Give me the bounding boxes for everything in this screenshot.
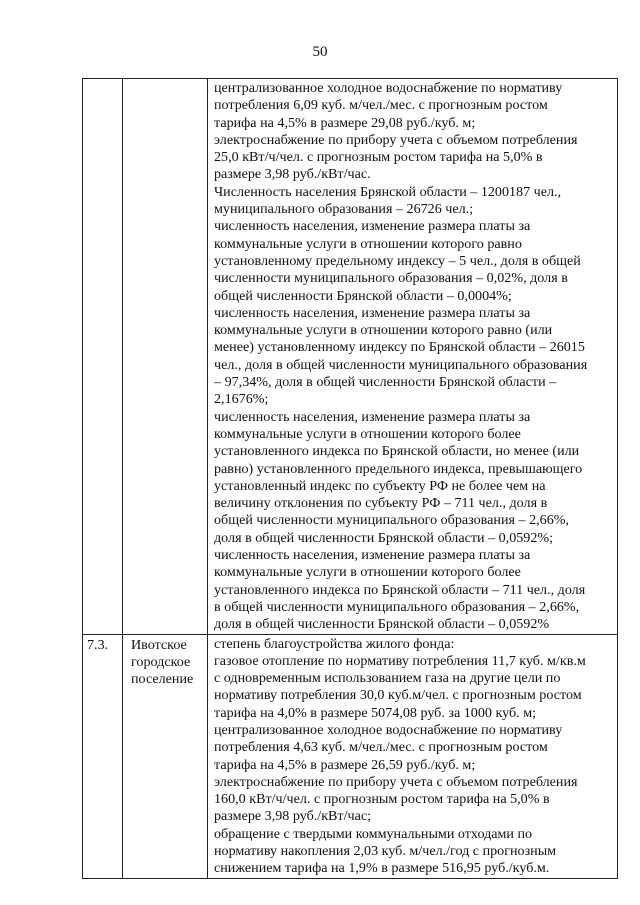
text-line: Ивотское [131,636,187,653]
text-line: степень благоустройства жилого фонда: [214,635,455,652]
text-line: с одновременным использованием газа на другие цели по [214,670,561,687]
text-line: нормативу потребления 30,0 куб.м/чел. с прогнозным ростом [214,687,582,704]
text-line: электроснабжение по прибору учета с объемом потребления [214,131,578,148]
text-line: 160,0 кВт/ч/чел. с прогнозным ростом тарифа на 5,0% в [214,791,550,808]
table-row [83,79,618,635]
table-row [83,634,618,878]
description-text [208,79,617,634]
text-line: централизованное холодное водоснабжение по нормативу [214,721,563,738]
municipality-table [82,78,618,879]
text-line: общей численности Брянской области – 0,0004%; [214,287,512,304]
text-line: тарифа на 4,0% в размере 5074,08 руб. за 1000 куб. м; [214,704,537,721]
text-line: численность населения, изменение размера платы за [214,408,531,425]
description-cell [208,634,618,878]
municipality-name [123,635,207,689]
row-number [83,79,122,81]
row-number-cell [83,79,123,635]
text-line: централизованное холодное водоснабжение по нормативу [214,80,563,96]
text-line: коммунальные услуги в отношении которого равно [214,235,522,252]
text-line: нормативу накопления 2,03 куб. м/чел./год с прогнозным [214,843,557,860]
text-line: размере 3,98 руб./кВт/час; [214,808,372,825]
description-text [208,635,617,878]
text-line: Численность населения Брянской области – 1200187 чел., [214,183,562,200]
text-line: равно) установленного предельного индекса, превышающего [214,460,583,477]
text-line: 2,1676%; [214,391,269,408]
text-line: в общей численности муниципального образования – 2,66%, [214,598,580,615]
text-line: коммунальные услуги в отношении которого более [214,564,521,581]
text-line: снижением тарифа на 1,9% в размере 516,95 руб./куб.м. [214,860,550,877]
description-cell [208,79,618,635]
municipality-name-cell [123,634,208,878]
text-line: установленный индекс по субъекту РФ не более чем на [214,477,546,494]
text-line: чел., доля в общей численности муниципального образования [214,356,588,373]
text-line: обращение с твердыми коммунальными отходами по [214,825,533,842]
text-line: электроснабжение по прибору учета с объемом потребления [214,773,578,790]
text-line: муниципального образования – 26726 чел.; [214,201,474,218]
text-line: доля в общей численности Брянской области – 0,0592%; [214,529,554,546]
text-line: коммунальные услуги в отношении которого равно (или [214,322,553,339]
text-line: менее) установленному индексу по Брянской области – 26015 [214,339,585,356]
page-number: 50 [312,44,328,60]
text-line: городское [131,653,191,670]
text-line: численность населения, изменение размера платы за [214,547,531,564]
text-line: тарифа на 4,5% в размере 26,59 руб./куб. м; [214,756,476,773]
text-line: численности муниципального образования – 0,02%, доля в [214,270,568,287]
text-line: газовое отопление по нормативу потребления 11,7 куб. м/кв.м [214,652,586,669]
text-line: тарифа на 4,5% в размере 29,08 руб./куб. м; [214,114,476,131]
text-line: размере 3,98 руб./кВт/час. [214,166,371,183]
text-line: численность населения, изменение размера платы за [214,304,531,321]
text-line: установленного индекса по Брянской области, но менее (или [214,443,580,460]
text-line: – 97,34%, доля в общей численности Брянской области – [214,374,557,391]
row-number: 7.3. [87,636,109,653]
text-line: общей численности муниципального образования – 2,66%, [214,512,570,529]
text-line: поселение [131,671,194,688]
row-number-cell [83,634,123,878]
municipality-name-cell [123,79,208,635]
text-line: величину отклонения по субъекту РФ – 711 чел., доля в [214,495,548,512]
text-line: установленного индекса по Брянской области – 711 чел., доля [214,581,586,598]
text-line: доля в общей численности Брянской области – 0,0592% [214,616,550,633]
text-line: установленному предельному индексу – 5 чел., доля в общей [214,252,581,269]
text-line: численность населения, изменение размера платы за [214,218,531,235]
text-line: 25,0 кВт/ч/чел. с прогнозным ростом тарифа на 5,0% в [214,149,543,166]
text-line: потребления 6,09 куб. м/чел./мес. с прогнозным ростом [214,97,548,114]
municipality-name [123,79,207,81]
text-line: коммунальные услуги в отношении которого более [214,425,521,442]
text-line: потребления 4,63 куб. м/чел./мес. с прогнозным ростом [214,739,548,756]
